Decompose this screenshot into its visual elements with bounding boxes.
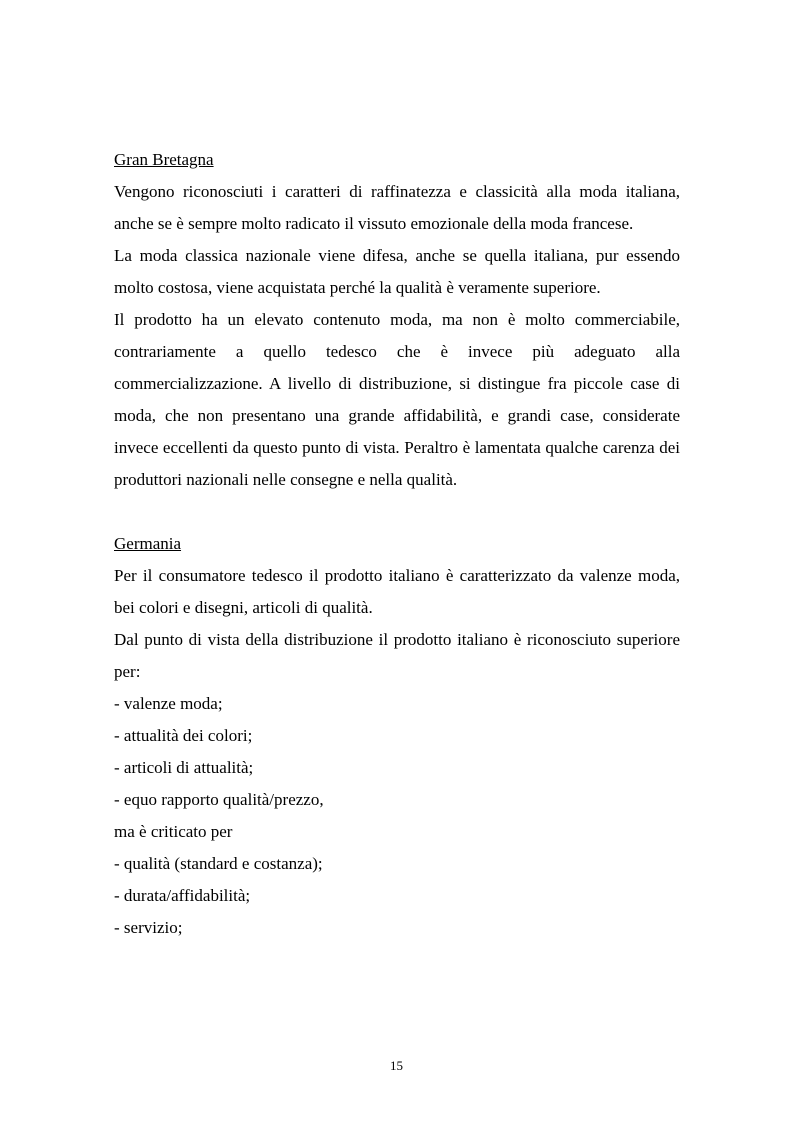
heading-gran-bretagna: Gran Bretagna [114,150,214,169]
criticism-intro: ma è criticato per [114,822,233,841]
section-spacer [114,496,680,528]
list-item: - qualità (standard e costanza); [114,854,323,873]
paragraph: La moda classica nazionale viene difesa, anche se quella italiana, pur essendo molto costosa, viene acquistata perché la qualità è veramente superiore. [114,246,680,297]
list-item: - durata/affidabilità; [114,886,251,905]
list-item: - servizio; [114,918,183,937]
list-item: - valenze moda; [114,694,223,713]
list-item: - equo rapporto qualità/prezzo, [114,790,324,809]
page-number: 15 [390,1058,403,1073]
paragraph: Vengono riconosciuti i caratteri di raffinatezza e classicità alla moda italiana, anche se è sempre molto radicato il vissuto emozionale della moda francese. [114,182,680,233]
paragraph: Per il consumatore tedesco il prodotto italiano è caratterizzato da valenze moda, bei colori e disegni, articoli di qualità. [114,566,680,617]
paragraph: Dal punto di vista della distribuzione il prodotto italiano è riconosciuto superiore per: [114,630,680,681]
heading-germania: Germania [114,534,182,553]
page-content [114,144,680,944]
list-item: - articoli di attualità; [114,758,254,777]
list-item: - attualità dei colori; [114,726,253,745]
paragraph: Il prodotto ha un elevato contenuto moda, ma non è molto commerciabile, contrariamente a quello tedesco che è invece più adeguato alla commercializzazione. A livello di distribuzione, si distingue fra piccole case di moda, che non presentano una grande affidabilità, e grandi case, considerate invece eccellenti da questo punto di vista. Peraltro è lamentata qualche carenza dei produttori nazionali nelle consegne e nella qualità. [114,310,680,489]
